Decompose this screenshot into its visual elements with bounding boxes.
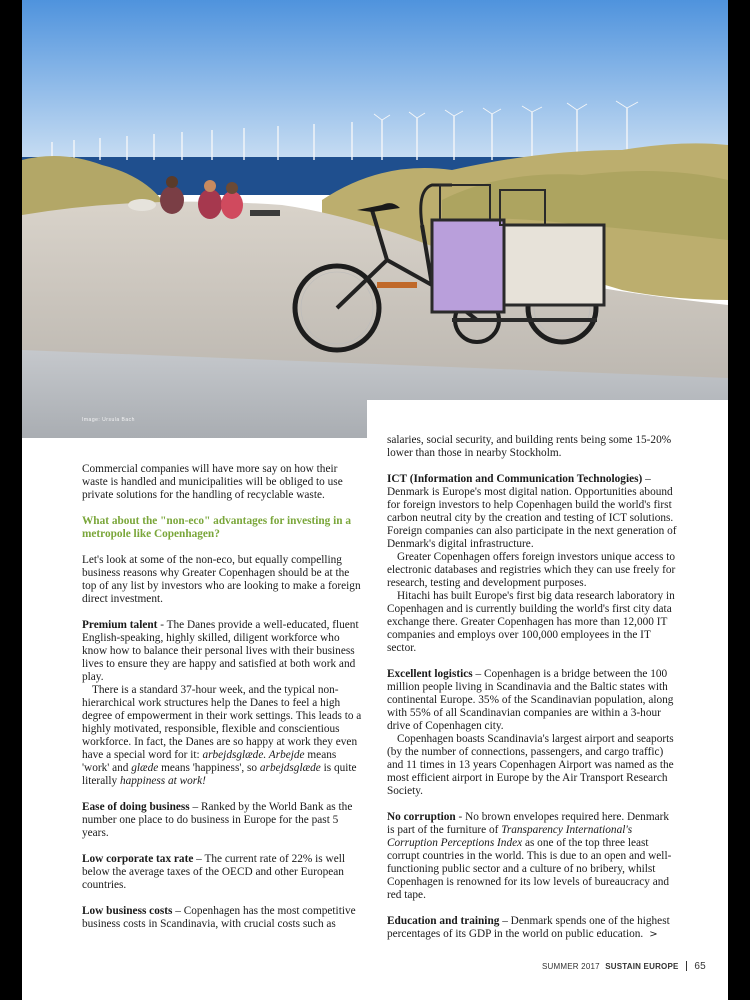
ict-heading: ICT (Information and Communication Technologies) bbox=[387, 473, 643, 485]
magazine-page bbox=[22, 0, 728, 1000]
issue-label: SUMMER 2017 bbox=[542, 962, 600, 971]
corruption-heading: No corruption bbox=[387, 811, 456, 823]
premium-talent-heading: Premium talent bbox=[82, 619, 158, 631]
corporate-tax-paragraph: Low corporate tax rate – The current rate of 22% is well below the average taxes of the OECD and other European countries. bbox=[82, 853, 345, 891]
ict-paragraph-3: Hitachi has built Europe's first big data research laboratory in Copenhagen and is currently building the world's first city data exchange there. Greater Copenhagen has more than 12,000 IT companies and employs over 100,000 employees in the IT sector. bbox=[387, 590, 675, 654]
logistics-paragraph-2: Copenhagen boasts Scandinavia's largest airport and seaports (by the number of connections, passengers, and cargo traffic) and 11 times in 13 years Copenhagen Airport was named as the most efficient airport in Europe by the Air Transport Research Society. bbox=[387, 733, 674, 797]
text-panel-notch bbox=[367, 400, 728, 438]
education-paragraph: Education and training – Denmark spends one of the highest percentages of its GDP in the world on public education. > bbox=[387, 915, 670, 940]
photo-credit: Image: Ursula Bach bbox=[82, 417, 135, 423]
corruption-paragraph: No corruption - No brown envelopes required here. Denmark is part of the furniture of Transparency International's Corruption Perceptions Index as one of the top three least corrupt countries in the world. This is due to an open and well-functioning public sector and a culture of no bribery, whilst Copenhagen is renowned for its low levels of bureaucracy and red tape. bbox=[387, 811, 672, 901]
cargo-box-front bbox=[432, 220, 504, 312]
publication-name: SUSTAIN EUROPE bbox=[605, 962, 679, 971]
footer-divider bbox=[686, 961, 687, 971]
business-costs-heading: Low business costs bbox=[82, 905, 173, 917]
sky bbox=[22, 0, 728, 162]
corporate-tax-heading: Low corporate tax rate bbox=[82, 853, 194, 865]
beach-photo bbox=[22, 0, 728, 438]
education-heading: Education and training bbox=[387, 915, 500, 927]
business-costs-paragraph: Low business costs – Copenhagen has the most competitive business costs in Scandinavia, with crucial costs such as bbox=[82, 905, 356, 930]
right-text-column bbox=[387, 434, 677, 941]
ease-of-business-heading: Ease of doing business bbox=[82, 801, 190, 813]
page-number: 65 bbox=[694, 961, 706, 972]
cargo-box-side bbox=[504, 225, 604, 305]
continue-arrow-icon: > bbox=[649, 929, 658, 940]
beach-cargo-bike-illustration bbox=[22, 0, 728, 438]
work-week-paragraph: There is a standard 37-hour week, and the typical non-hierarchical work structures help the Danes to feel a high degree of empowerment in their work settings. This leads to a highly motivated, responsible, flexible and conscientious workforce. In fact, the Danes are so happy at work they even have a special word for it: arbejdsglæde. Arbejde means 'work' and glæde means 'happiness', so arbejdsglæde is quite literally happiness at work! bbox=[82, 684, 362, 787]
premium-talent-paragraph: Premium talent - The Danes provide a well-educated, fluent English-speaking, highly skilled, diligent workforce who know how to balance their personal lives with their business lives to ensure they are happy and satisfied at both work and play. bbox=[82, 619, 359, 683]
logistics-heading: Excellent logistics bbox=[387, 668, 473, 680]
ict-paragraph-2: Greater Copenhagen offers foreign investors unique access to electronic databases and registries which they can use freely for research, testing and development purposes. bbox=[387, 551, 676, 589]
lead-paragraph: Let's look at some of the non-eco, but equally compelling business reasons why Greater Copenhagen should be at the top of any list by investors who are looking to make a foreign direct investment. bbox=[82, 554, 361, 605]
section-subheading: What about the "non-eco" advantages for investing in a metropole like Copenhagen? bbox=[82, 515, 352, 540]
intro-paragraph: Commercial companies will have more say on how their waste is handled and municipalities will be obliged to use private solutions for the handling of recyclable waste. bbox=[82, 463, 343, 501]
left-text-column bbox=[82, 463, 362, 931]
ease-of-business-paragraph: Ease of doing business – Ranked by the World Bank as the number one place to do business in Europe for the past 5 years. bbox=[82, 801, 353, 839]
ict-paragraph: ICT (Information and Communication Technologies) – Denmark is Europe's most digital nation. Opportunities abound for foreign investors to help Copenhagen build the world's first carbon neutral city by the creation and testing of ICT solutions. Foreign companies can also participate in the next generation of Denmark's digital infrastructure. bbox=[387, 473, 677, 550]
page-footer bbox=[542, 961, 706, 972]
logistics-paragraph: Excellent logistics – Copenhagen is a bridge between the 100 million people living in Scandinavia and the Baltic states with continental Europe. 35% of the Scandinavian population, along with 55% of all Scandinavian companies are within a 3-hour drive of Copenhagen city. bbox=[387, 668, 674, 732]
continuation-paragraph: salaries, social security, and building rents being some 15-20% lower than those in nearby Stockholm. bbox=[387, 434, 672, 459]
